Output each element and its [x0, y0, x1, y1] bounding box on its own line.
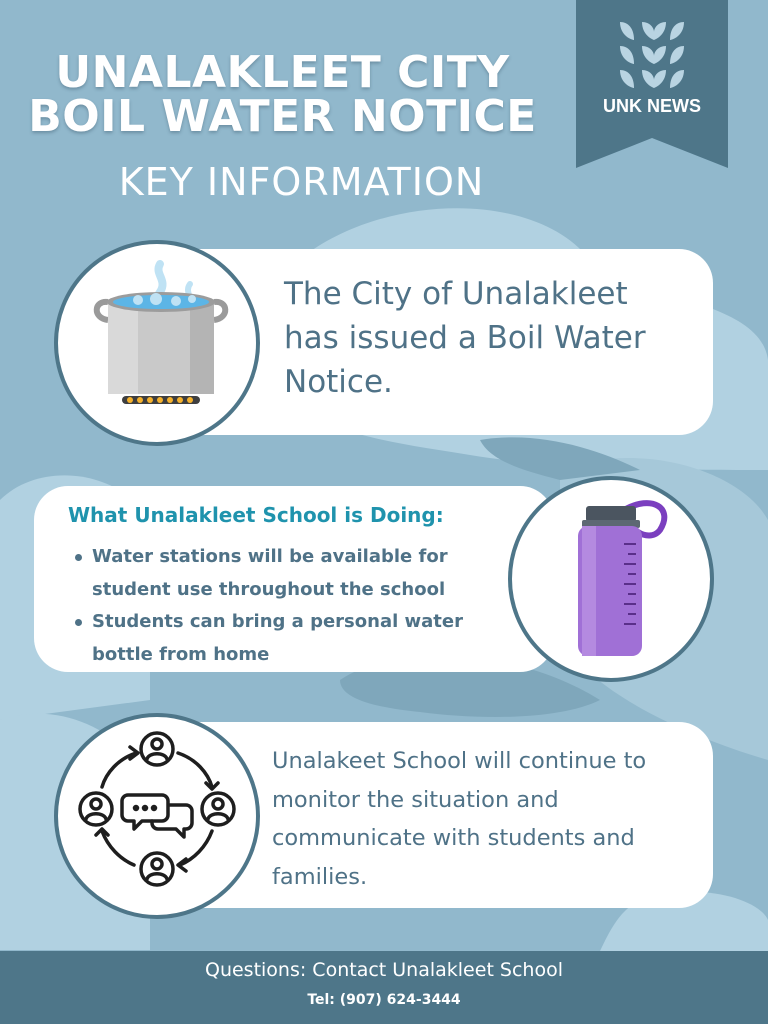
list-item: Water stations will be available for student use throughout the school — [70, 541, 510, 606]
water-bottle-icon — [512, 480, 710, 678]
news-label: UNK NEWS — [603, 96, 701, 116]
school-actions-heading: What Unalakleet School is Doing: — [68, 503, 444, 527]
water-bottle-circle — [508, 476, 714, 682]
list-item: Students can bring a personal water bottle from home — [70, 606, 510, 671]
person-icon — [141, 853, 173, 885]
news-banner — [576, 0, 728, 168]
monitoring-text: Unalakeet School will continue to monitor the situation and communicate with students and families. — [272, 748, 647, 890]
boiling-pot-circle — [54, 240, 260, 446]
person-icon — [80, 793, 112, 825]
boiling-pot-icon — [58, 244, 256, 442]
school-actions-list — [70, 541, 510, 671]
communication-circle — [54, 713, 260, 919]
person-icon — [202, 793, 234, 825]
contact-text: Questions: Contact Unalakleet School — [204, 959, 564, 981]
notice-text: The City of Unalakleet has issued a Boil Water Notice. — [284, 276, 646, 400]
title-line-2: BOIL WATER NOTICE — [28, 91, 537, 142]
community-communication-icon — [58, 717, 256, 915]
person-icon — [141, 733, 173, 765]
unk-logo-icon — [620, 22, 684, 88]
phone-number[interactable]: Tel: (907) 624-3444 — [307, 992, 461, 1008]
title-line-1: UNALAKLEET CITY — [55, 47, 510, 98]
subtitle: KEY INFORMATION — [118, 160, 485, 204]
